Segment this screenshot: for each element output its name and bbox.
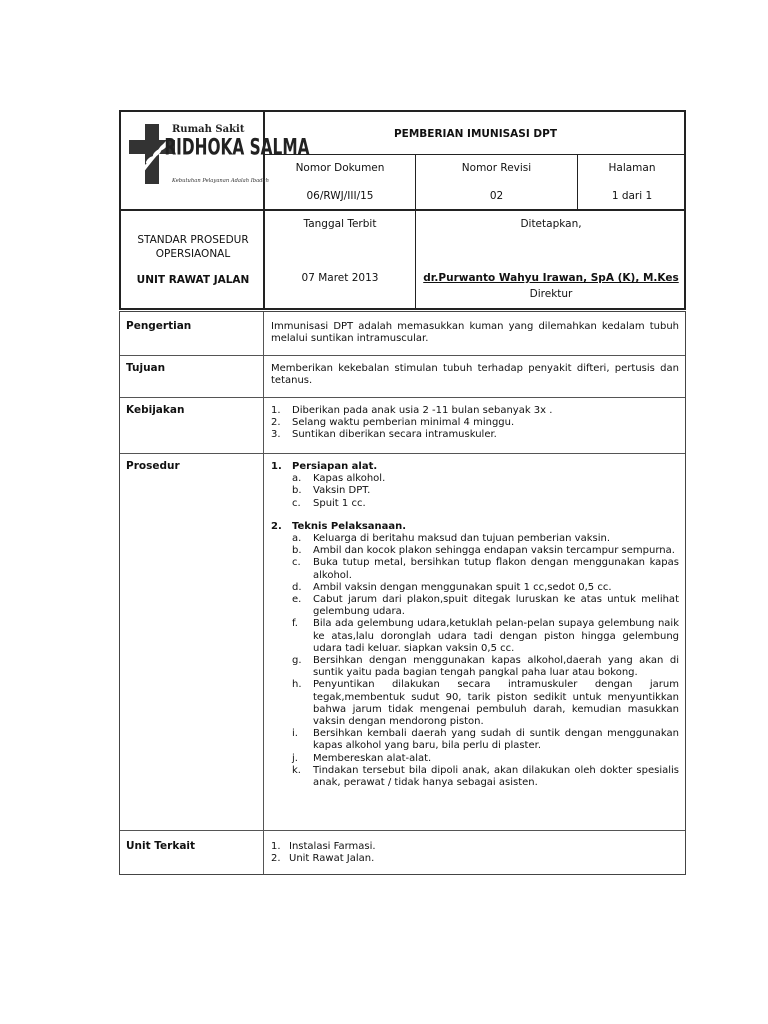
list-item xyxy=(271,533,679,545)
issue-date-value: 07 Maret 2013 xyxy=(301,272,379,284)
item-text: Penyuntikan dilakukan secara intramuskuler dengan jarum tegak,membentuk sudut 90, tarik piston sedikit untuk menyuntikkan bahwa jarum tidak mengenai pembuluh darah, kemudian masukkan vaksin dengan mendorong piston. xyxy=(313,679,679,728)
list-item xyxy=(271,557,679,581)
divider xyxy=(120,355,685,356)
page-label: Halaman xyxy=(608,162,656,174)
list-item xyxy=(271,473,679,485)
item-text: Buka tutup metal, bersihkan tutup flakon dengan menggunakan kapas alkohol. xyxy=(313,557,679,581)
list-item xyxy=(271,679,679,728)
item-letter: b. xyxy=(292,545,302,557)
procedure-section xyxy=(271,521,679,533)
row-label-definition: Pengertian xyxy=(126,320,192,332)
item-letter: j. xyxy=(292,752,298,764)
item-letter: e. xyxy=(292,594,302,606)
item-number: 1. xyxy=(271,405,281,416)
item-letter: h. xyxy=(292,679,302,691)
row-label-procedure: Prosedur xyxy=(126,460,180,472)
list-item xyxy=(271,853,679,865)
divider xyxy=(120,397,685,398)
list-item xyxy=(271,545,679,557)
list-item xyxy=(271,765,679,789)
sop-title-line-2: OPERSIAONAL xyxy=(155,248,231,260)
page-value: 1 dari 1 xyxy=(611,190,653,202)
item-text: Kapas alkohol. xyxy=(313,473,386,485)
revision-value: 02 xyxy=(489,190,504,202)
item-text: Unit Rawat Jalan. xyxy=(289,853,375,865)
logo-line-2: RIDHOKA SALMA xyxy=(164,133,310,161)
established-label: Ditetapkan, xyxy=(520,218,582,230)
item-letter: a. xyxy=(292,473,302,485)
document-header xyxy=(119,110,686,310)
divider xyxy=(121,209,686,211)
divider xyxy=(120,453,685,454)
item-letter: i. xyxy=(292,728,298,740)
item-text: Suntikan diberikan secara intramuskuler. xyxy=(292,429,497,441)
section-title: Teknis Pelaksanaan. xyxy=(292,520,407,532)
logo-line-3: Kebutuhan Pelayanan Adalah Ibadah xyxy=(172,178,269,184)
list-item xyxy=(271,582,679,594)
list-item xyxy=(271,618,679,655)
item-number: 2. xyxy=(271,417,281,429)
item-text: Vaksin DPT. xyxy=(313,485,371,497)
policy-list xyxy=(271,405,679,442)
item-text: Cabut jarum dari plakon,spuit ditegak luruskan ke atas untuk melihat gelembung udara. xyxy=(313,594,679,618)
section-number: 2. xyxy=(271,520,282,532)
item-letter: a. xyxy=(292,533,302,545)
item-text: Bersihkan kembali daerah yang sudah di suntik dengan menggunakan kapas alkohol yang baru, bila perlu di plaster. xyxy=(313,728,679,752)
item-text: Ambil vaksin dengan menggunakan spuit 1 cc,sedot 0,5 cc. xyxy=(313,581,612,593)
list-item xyxy=(271,594,679,618)
item-letter: b. xyxy=(292,485,302,497)
list-item xyxy=(271,417,679,429)
item-text: Keluarga di beritahu maksud dan tujuan pemberian vaksin. xyxy=(313,533,611,545)
item-text: Tindakan tersebut bila dipoli anak, akan dilakukan oleh dokter spesialis anak, perawat / tidak hanya sebagai asisten. xyxy=(313,764,679,789)
row-label-policy: Kebijakan xyxy=(126,404,185,416)
row-label-purpose: Tujuan xyxy=(126,362,166,374)
item-text: Membereskan alat-alat. xyxy=(313,752,432,764)
item-text: Ambil dan kocok plakon sehingga endapan vaksin tercampur sempurna. xyxy=(313,545,675,557)
item-text: Selang waktu pemberian minimal 4 minggu. xyxy=(292,417,515,429)
hospital-logo xyxy=(125,118,310,206)
item-letter: g. xyxy=(292,655,302,667)
purpose-text: Memberikan kekebalan stimulan tubuh terhadap penyakit difteri, pertusis dan tetanus. xyxy=(271,363,679,387)
procedure-section xyxy=(271,461,679,473)
list-item xyxy=(271,655,679,679)
section-title: Persiapan alat. xyxy=(292,461,378,472)
list-item xyxy=(271,841,679,853)
item-letter: d. xyxy=(292,581,302,593)
item-letter: c. xyxy=(292,497,301,509)
item-number: 3. xyxy=(271,429,281,441)
list-item xyxy=(271,728,679,752)
section-number: 1. xyxy=(271,461,282,472)
list-item xyxy=(271,485,679,497)
row-label-related-units: Unit Terkait xyxy=(126,840,196,852)
document-title: PEMBERIAN IMUNISASI DPT xyxy=(393,127,558,140)
item-text: Bila ada gelembung udara,ketuklah pelan-pelan supaya gelembung naik ke atas,lalu doronglah udara tadi dengan piston hingga gelembung udara tadi keluar. siapkan vaksin 0,5 cc. xyxy=(313,618,679,654)
doc-number-value: 06/RWJ/III/15 xyxy=(306,190,374,202)
list-item xyxy=(271,405,679,417)
signer-name: dr.Purwanto Wahyu Irawan, SpA (K), M.Kes xyxy=(423,272,679,284)
list-item xyxy=(271,753,679,765)
item-number: 1. xyxy=(271,841,281,852)
item-text: Diberikan pada anak usia 2 -11 bulan sebanyak 3x . xyxy=(292,405,553,416)
signer-role: Direktur xyxy=(529,288,573,300)
item-text: Spuit 1 cc. xyxy=(313,497,366,509)
procedure-table xyxy=(119,311,686,875)
logo-line-1: Rumah Sakit xyxy=(172,124,245,135)
definition-text: Immunisasi DPT adalah memasukkan kuman yang dilemahkan kedalam tubuh melalui suntikan intramuscular. xyxy=(271,321,679,345)
hospital-cross-icon xyxy=(125,118,310,206)
related-units-list xyxy=(271,841,679,865)
item-text: Instalasi Farmasi. xyxy=(289,841,376,852)
sop-title-line-1: STANDAR PROSEDUR xyxy=(137,234,249,246)
revision-label: Nomor Revisi xyxy=(461,162,532,174)
procedure-content xyxy=(271,461,679,789)
item-letter: k. xyxy=(292,764,301,776)
item-text: Bersihkan dengan menggunakan kapas alkohol,daerah yang akan di suntik yaitu pada bagian tengah pangkal paha luar atau bokong. xyxy=(313,655,679,679)
divider xyxy=(120,830,685,831)
list-item xyxy=(271,429,679,441)
item-number: 2. xyxy=(271,853,281,865)
unit-name: UNIT RAWAT JALAN xyxy=(136,274,250,286)
item-letter: f. xyxy=(292,618,298,630)
issue-date-label: Tanggal Terbit xyxy=(303,218,377,230)
doc-number-label: Nomor Dokumen xyxy=(295,162,385,174)
list-item xyxy=(271,498,679,510)
item-letter: c. xyxy=(292,557,301,569)
